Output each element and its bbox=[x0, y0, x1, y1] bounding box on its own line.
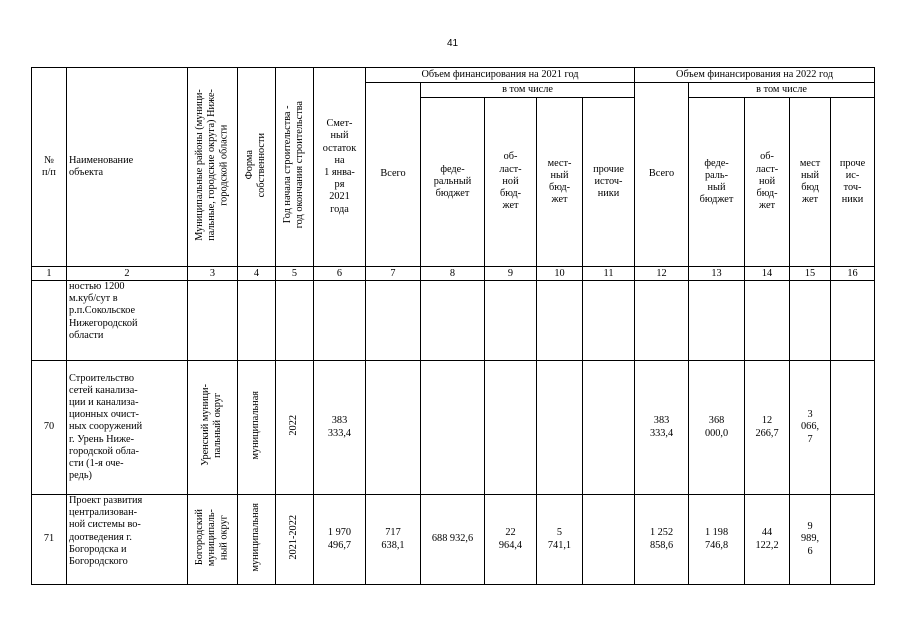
column-number: 10 bbox=[537, 267, 583, 281]
column-numbers-row bbox=[32, 267, 875, 281]
local-2021-cell: 5 741,1 bbox=[537, 495, 583, 585]
total-2021-cell bbox=[366, 281, 421, 361]
row-number: 70 bbox=[32, 361, 67, 495]
column-number: 13 bbox=[689, 267, 745, 281]
column-number: 2 bbox=[67, 267, 188, 281]
federal-2021-cell: 688 932,6 bbox=[421, 495, 485, 585]
local-2021-cell bbox=[537, 281, 583, 361]
regional-2022-cell: 44 122,2 bbox=[745, 495, 790, 585]
header-other-2022: проче ис- точ- ники bbox=[831, 98, 875, 267]
header-total-2022: Всего bbox=[635, 83, 689, 267]
header-financing-2021: Объем финансирования на 2021 год bbox=[366, 68, 635, 83]
estimate-cell: 383 333,4 bbox=[314, 361, 366, 495]
other-2022-cell bbox=[831, 361, 875, 495]
table-row bbox=[32, 361, 875, 495]
header-other-2021: прочие источ- ники bbox=[583, 98, 635, 267]
local-2022-cell: 3 066, 7 bbox=[790, 361, 831, 495]
header-local-2021: мест- ный бюд- жет bbox=[537, 98, 583, 267]
header-regional-2021: об- ласт- ной бюд- жет bbox=[485, 98, 537, 267]
federal-2022-cell bbox=[689, 281, 745, 361]
column-number: 6 bbox=[314, 267, 366, 281]
ownership-cell: муниципальная bbox=[238, 361, 276, 495]
years-cell: 2021-2022 bbox=[276, 495, 314, 585]
column-number: 8 bbox=[421, 267, 485, 281]
header-district: Муниципальные районы (муници- пальные, городские округа) Ниже- городской области bbox=[188, 68, 238, 267]
estimate-cell bbox=[314, 281, 366, 361]
header-including-2022: в том числе bbox=[689, 83, 875, 98]
table-row bbox=[32, 281, 875, 361]
regional-2021-cell bbox=[485, 361, 537, 495]
federal-2021-cell bbox=[421, 361, 485, 495]
local-2021-cell bbox=[537, 361, 583, 495]
total-2022-cell: 1 252 858,6 bbox=[635, 495, 689, 585]
column-number: 1 bbox=[32, 267, 67, 281]
other-2021-cell bbox=[583, 495, 635, 585]
total-2022-cell: 383 333,4 bbox=[635, 361, 689, 495]
regional-2021-cell bbox=[485, 281, 537, 361]
federal-2021-cell bbox=[421, 281, 485, 361]
column-number: 15 bbox=[790, 267, 831, 281]
header-estimate: Смет- ный остаток на 1 янва- ря 2021 года bbox=[314, 68, 366, 267]
header-total-2021: Всего bbox=[366, 83, 421, 267]
column-number: 9 bbox=[485, 267, 537, 281]
local-2022-cell: 9 989, 6 bbox=[790, 495, 831, 585]
header-name: Наименование объекта bbox=[67, 68, 188, 267]
object-name: Строительство сетей канализа- ции и канализа- ционных очист- ных сооружений г. Урень Ниже- городской обла- сти (1-я оче- редь) bbox=[67, 361, 188, 495]
federal-2022-cell: 1 198 746,8 bbox=[689, 495, 745, 585]
district-cell: Уренский муници- пальный округ bbox=[188, 361, 238, 495]
total-2021-cell bbox=[366, 361, 421, 495]
other-2021-cell bbox=[583, 361, 635, 495]
column-number: 5 bbox=[276, 267, 314, 281]
column-number: 16 bbox=[831, 267, 875, 281]
header-including-2021: в том числе bbox=[421, 83, 635, 98]
header-ownership: Форма собственности bbox=[238, 68, 276, 267]
financing-table bbox=[31, 67, 875, 585]
ownership-cell: муниципальная bbox=[238, 495, 276, 585]
column-number: 12 bbox=[635, 267, 689, 281]
regional-2022-cell bbox=[745, 281, 790, 361]
page-number: 41 bbox=[446, 38, 459, 49]
header-federal-2021: феде- ральный бюджет bbox=[421, 98, 485, 267]
district-cell: Богородский муниципаль- ный округ bbox=[188, 495, 238, 585]
column-number: 14 bbox=[745, 267, 790, 281]
years-cell: 2022 bbox=[276, 361, 314, 495]
estimate-cell: 1 970 496,7 bbox=[314, 495, 366, 585]
header-no: № п/п bbox=[32, 68, 67, 267]
regional-2021-cell: 22 964,4 bbox=[485, 495, 537, 585]
regional-2022-cell: 12 266,7 bbox=[745, 361, 790, 495]
object-name: Проект развития централизован- ной системы во- доотведения г. Богородска и Богородского bbox=[67, 495, 188, 585]
column-number: 4 bbox=[238, 267, 276, 281]
column-number: 7 bbox=[366, 267, 421, 281]
total-2022-cell bbox=[635, 281, 689, 361]
ownership-cell bbox=[238, 281, 276, 361]
header-local-2022: мест ный бюд жет bbox=[790, 98, 831, 267]
row-number: 71 bbox=[32, 495, 67, 585]
federal-2022-cell: 368 000,0 bbox=[689, 361, 745, 495]
district-cell bbox=[188, 281, 238, 361]
object-name: ностью 1200 м.куб/сут в р.п.Сокольское Нижегородской области bbox=[67, 281, 188, 361]
years-cell bbox=[276, 281, 314, 361]
column-number: 3 bbox=[188, 267, 238, 281]
other-2022-cell bbox=[831, 281, 875, 361]
column-number: 11 bbox=[583, 267, 635, 281]
header-financing-2022: Объем финансирования на 2022 год bbox=[635, 68, 875, 83]
table-row bbox=[32, 495, 875, 585]
header-regional-2022: об- ласт- ной бюд- жет bbox=[745, 98, 790, 267]
other-2022-cell bbox=[831, 495, 875, 585]
row-number bbox=[32, 281, 67, 361]
header-federal-2022: феде- раль- ный бюджет bbox=[689, 98, 745, 267]
local-2022-cell bbox=[790, 281, 831, 361]
total-2021-cell: 717 638,1 bbox=[366, 495, 421, 585]
header-years: Год начала строительства - год окончания строительства bbox=[276, 68, 314, 267]
other-2021-cell bbox=[583, 281, 635, 361]
